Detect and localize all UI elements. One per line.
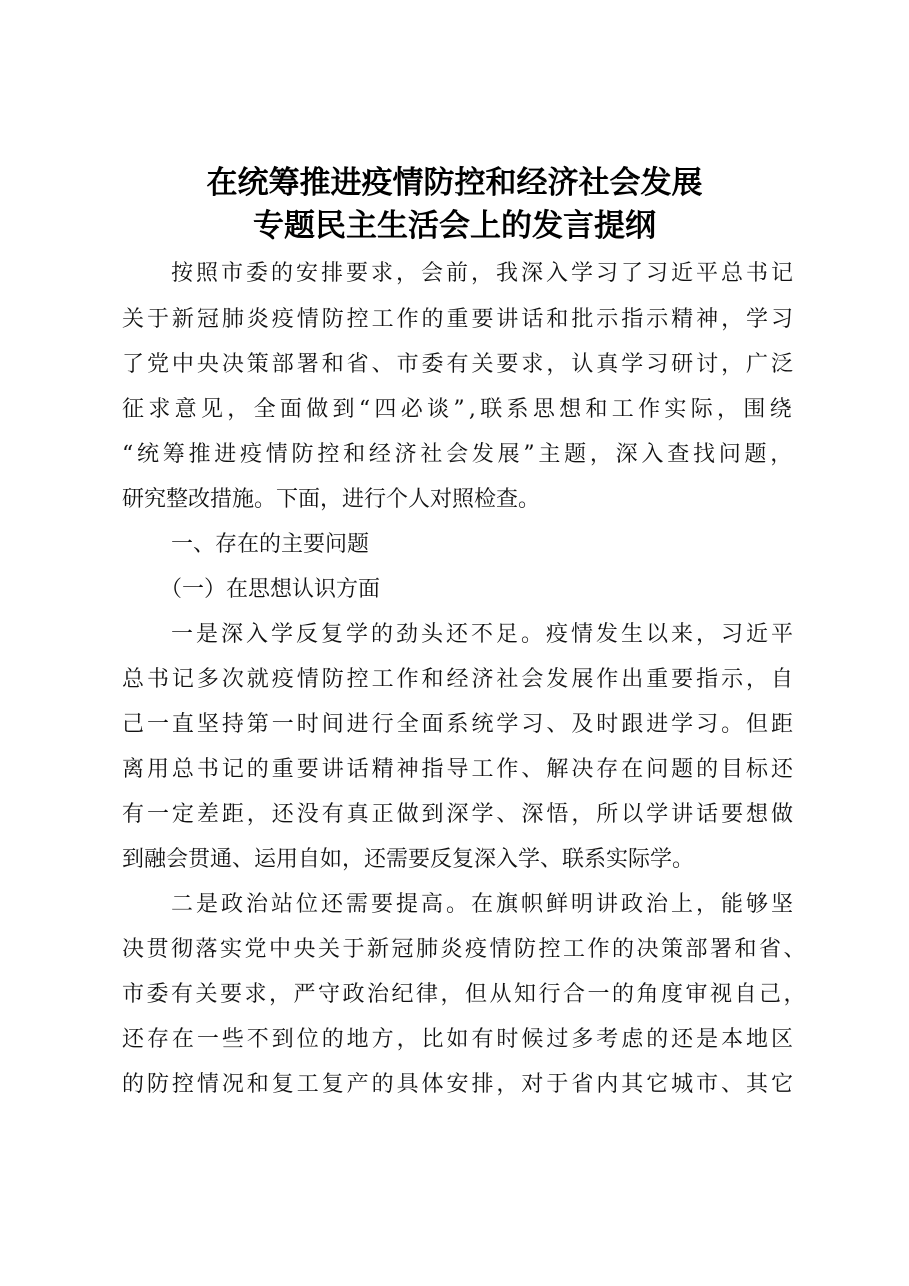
paragraph-line: “统筹推进疫情防控和经济社会发展”主题，深入查找问题， [122,442,796,467]
subsection-heading: （一）在思想认识方面 [160,577,381,602]
paragraph-line: 研究整改措施。下面，进行个人对照检查。 [122,487,541,512]
document-title-line-1: 在统筹推进疫情防控和经济社会发展 [206,165,703,201]
paragraph-line: 离用总书记的重要讲话精神指导工作、解决存在问题的目标还 [122,757,796,782]
document-title-line-2: 专题民主生活会上的发言提纲 [253,208,656,244]
section-heading: 一、存在的主要问题 [171,532,370,557]
paragraph-line: 二是政治站位还需要提高。在旗帜鲜明讲政治上，能够坚 [171,892,796,917]
paragraph-line: 的防控情况和复工复产的具体安排，对于省内其它城市、其它 [122,1072,796,1097]
paragraph-line: 一是深入学反复学的劲头还不足。疫情发生以来，习近平 [171,622,796,647]
paragraph-line: 市委有关要求，严守政治纪律，但从知行合一的角度审视自己， [122,982,808,1007]
paragraph-line: 到融会贯通、运用自如，还需要反复深入学、联系实际学。 [122,847,695,872]
paragraph-line: 了党中央决策部署和省、市委有关要求，认真学习研讨，广泛 [122,352,796,377]
paragraph-line: 己一直坚持第一时间进行全面系统学习、及时跟进学习。但距 [122,712,796,737]
paragraph-line: 征求意见，全面做到“四必谈”,联系思想和工作实际，围绕 [122,397,796,422]
paragraph-line: 有一定差距，还没有真正做到深学、深悟，所以学讲话要想做 [122,802,796,827]
paragraph-line: 关于新冠肺炎疫情防控工作的重要讲话和批示指示精神，学习 [122,307,796,332]
paragraph-line: 决贯彻落实党中央关于新冠肺炎疫情防控工作的决策部署和省、 [122,937,808,962]
paragraph-line: 按照市委的安排要求，会前，我深入学习了习近平总书记 [171,261,796,286]
paragraph-line: 总书记多次就疫情防控工作和经济社会发展作出重要指示，自 [122,667,796,692]
paragraph-line: 还存在一些不到位的地方，比如有时候过多考虑的还是本地区 [122,1027,796,1052]
